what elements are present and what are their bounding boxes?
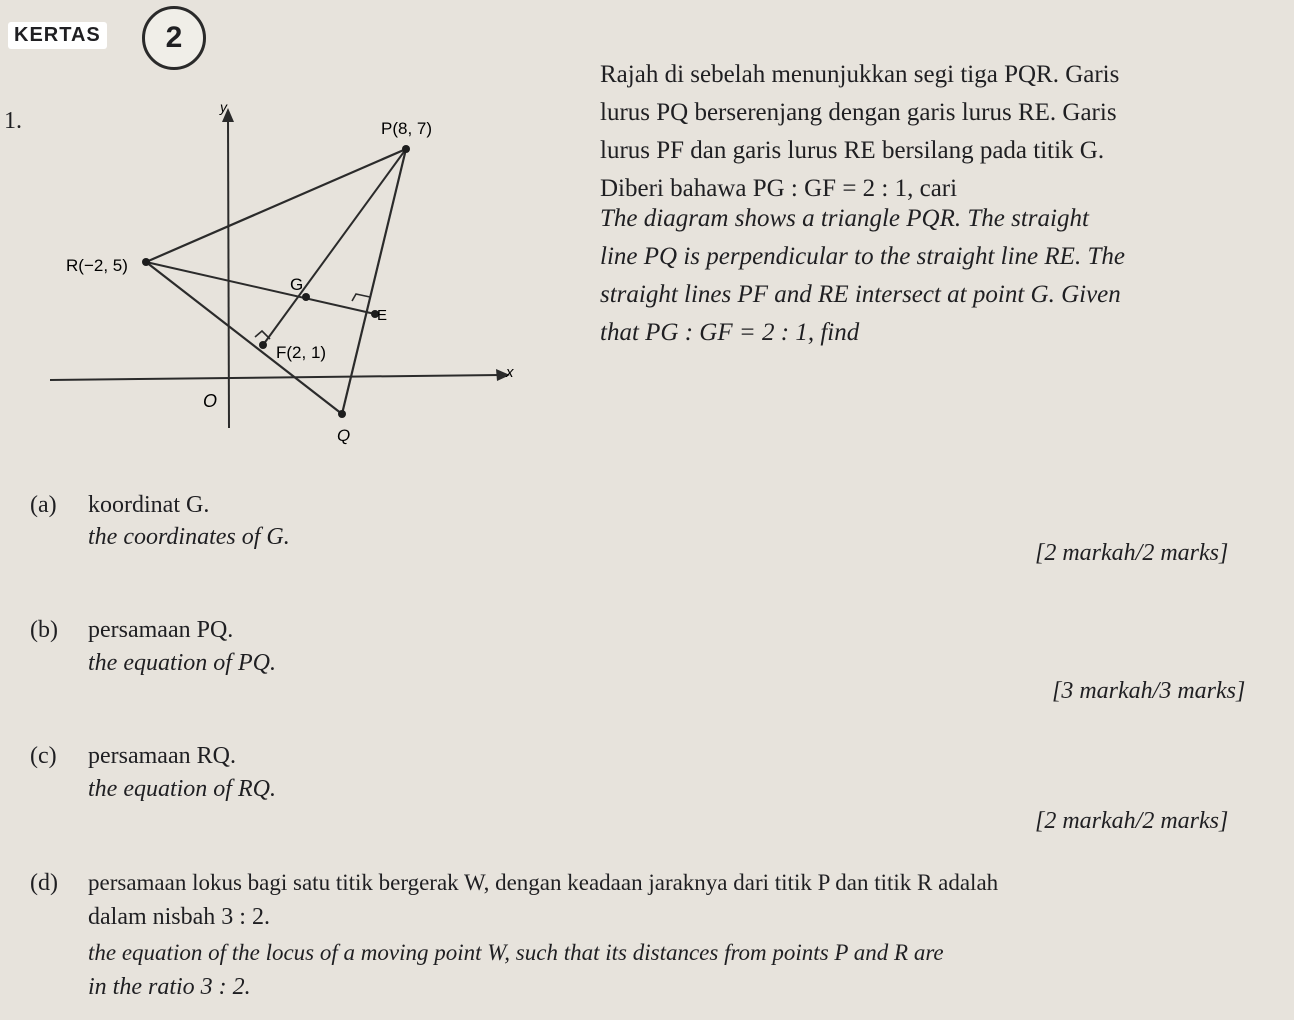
label-Q: Q bbox=[337, 426, 351, 445]
intro-malay-line: Rajah di sebelah menunjukkan segi tiga PQR. Garis bbox=[600, 61, 1120, 88]
part-c-english: the equation of RQ. bbox=[88, 776, 276, 802]
question-number: 1. bbox=[4, 108, 22, 134]
part-d-english-line2: in the ratio 3 : 2. bbox=[88, 974, 251, 1000]
right-angle-E bbox=[352, 294, 370, 301]
intro-english bbox=[600, 200, 1125, 352]
intro-english-line: that PG : GF = 2 : 1, find bbox=[600, 319, 860, 346]
side-RP bbox=[146, 149, 406, 262]
intro-english-line: straight lines PF and RE intersect at point G. Given bbox=[600, 281, 1121, 308]
intro-malay-line: lurus PQ berserenjang dengan garis lurus RE. Garis bbox=[600, 99, 1117, 126]
point-Q bbox=[338, 410, 346, 418]
label-F: F(2, 1) bbox=[276, 343, 327, 362]
part-a-malay: koordinat G. bbox=[88, 492, 210, 518]
point-R bbox=[142, 258, 150, 266]
label-G: G bbox=[290, 275, 304, 294]
label-E: E bbox=[377, 307, 388, 324]
intro-malay-line: lurus PF dan garis lurus RE bersilang pada titik G. bbox=[600, 137, 1105, 164]
y-axis bbox=[228, 118, 229, 428]
label-P: P(8, 7) bbox=[381, 119, 433, 138]
part-d-malay-line2: dalam nisbah 3 : 2. bbox=[88, 904, 270, 930]
y-axis-label: y bbox=[220, 99, 227, 115]
label-R: R(−2, 5) bbox=[66, 256, 128, 275]
part-c-malay: persamaan RQ. bbox=[88, 743, 236, 769]
paper-number-badge: 2 bbox=[142, 6, 206, 70]
part-d-label: (d) bbox=[30, 870, 58, 896]
intro-english-line: The diagram shows a triangle PQR. The straight bbox=[600, 205, 1089, 232]
part-a-label: (a) bbox=[30, 492, 57, 518]
x-axis bbox=[50, 375, 500, 380]
paper-label: KERTAS bbox=[8, 22, 107, 49]
part-c-label: (c) bbox=[30, 743, 57, 769]
part-b-label: (b) bbox=[30, 617, 58, 643]
part-b-malay: persamaan PQ. bbox=[88, 617, 234, 643]
point-G bbox=[302, 293, 310, 301]
x-axis-label: x bbox=[506, 364, 514, 381]
part-a-english: the coordinates of G. bbox=[88, 524, 290, 550]
part-d-malay-line1: persamaan lokus bagi satu titik bergerak W, dengan keadaan jaraknya dari titik P dan titik R adalah bbox=[88, 870, 999, 895]
side-PQ bbox=[342, 149, 406, 414]
intro-english-line: line PQ is perpendicular to the straight line RE. The bbox=[600, 243, 1125, 270]
point-P bbox=[402, 145, 410, 153]
intro-malay-line: Diberi bahawa PG : GF = 2 : 1, cari bbox=[600, 175, 958, 202]
origin-label: O bbox=[203, 391, 218, 411]
point-F bbox=[259, 341, 267, 349]
part-b-marks: [3 markah/3 marks] bbox=[1052, 678, 1246, 704]
intro-malay bbox=[600, 56, 1119, 208]
part-d-english-line1: the equation of the locus of a moving point W, such that its distances from points P and R are bbox=[88, 940, 944, 965]
part-b-english: the equation of PQ. bbox=[88, 650, 276, 676]
part-c-marks: [2 markah/2 marks] bbox=[1035, 808, 1229, 834]
triangle-diagram bbox=[0, 95, 580, 455]
part-a-marks: [2 markah/2 marks] bbox=[1035, 540, 1229, 566]
right-angle-F bbox=[255, 331, 270, 339]
